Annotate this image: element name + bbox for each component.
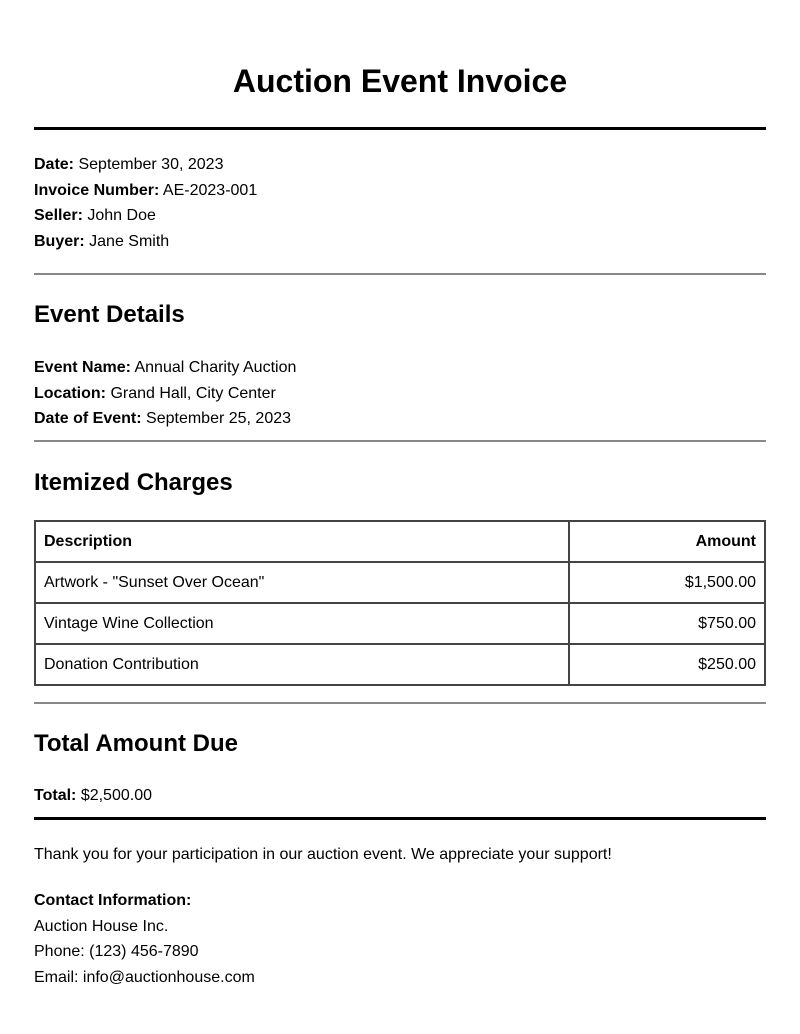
item-description: Vintage Wine Collection <box>35 603 569 644</box>
meta-value: Jane Smith <box>89 232 170 250</box>
total-heading: Total Amount Due <box>34 730 238 757</box>
meta-label: Invoice Number: <box>34 181 160 199</box>
contact-phone: Phone: (123) 456-7890 <box>34 943 199 960</box>
field-value: September 25, 2023 <box>146 410 292 427</box>
divider <box>34 127 766 130</box>
meta-date <box>34 152 257 178</box>
column-header-description: Description <box>35 521 569 562</box>
thank-you-message: Thank you for your participation in our auction event. We appreciate your support! <box>34 846 612 863</box>
invoice-meta <box>34 152 257 254</box>
event-details <box>34 355 296 432</box>
item-amount: $250.00 <box>569 644 765 685</box>
total-line <box>34 783 152 809</box>
field-label: Location: <box>34 384 106 402</box>
meta-value: AE-2023-001 <box>162 181 258 199</box>
field-value: Annual Charity Auction <box>134 359 297 376</box>
meta-value: September 30, 2023 <box>78 156 224 173</box>
item-amount: $1,500.00 <box>569 562 765 603</box>
meta-label: Date: <box>34 156 75 173</box>
table-row <box>35 603 765 644</box>
table-row <box>35 562 765 603</box>
divider <box>34 817 766 820</box>
event-details-heading: Event Details <box>34 301 185 328</box>
divider <box>34 273 766 275</box>
meta-label: Seller: <box>34 207 83 224</box>
itemized-charges-heading: Itemized Charges <box>34 469 233 496</box>
field-value: Grand Hall, City Center <box>110 384 276 402</box>
contact-info <box>34 888 255 990</box>
meta-value: John Doe <box>87 207 156 224</box>
field-label: Event Name: <box>34 359 131 376</box>
field-label: Date of Event: <box>34 410 142 427</box>
meta-seller <box>34 203 257 229</box>
event-date <box>34 406 296 432</box>
meta-invoice-number <box>34 178 257 204</box>
meta-buyer <box>34 229 257 255</box>
contact-email: Email: info@auctionhouse.com <box>34 968 255 986</box>
contact-company: Auction House Inc. <box>34 917 169 935</box>
table-row <box>35 644 765 685</box>
total-label: Total: <box>34 787 77 804</box>
meta-label: Buyer: <box>34 232 85 250</box>
item-amount: $750.00 <box>569 603 765 644</box>
page-title: Auction Event Invoice <box>232 63 568 99</box>
divider <box>34 702 766 704</box>
total-value: $2,500.00 <box>80 787 152 804</box>
item-description: Donation Contribution <box>35 644 569 685</box>
table-header-row <box>35 521 765 562</box>
item-description: Artwork - "Sunset Over Ocean" <box>35 562 569 603</box>
divider <box>34 440 766 442</box>
column-header-amount: Amount <box>569 521 765 562</box>
contact-heading: Contact Information: <box>34 892 192 909</box>
event-name <box>34 355 296 381</box>
charges-table <box>34 520 766 686</box>
event-location <box>34 381 296 407</box>
